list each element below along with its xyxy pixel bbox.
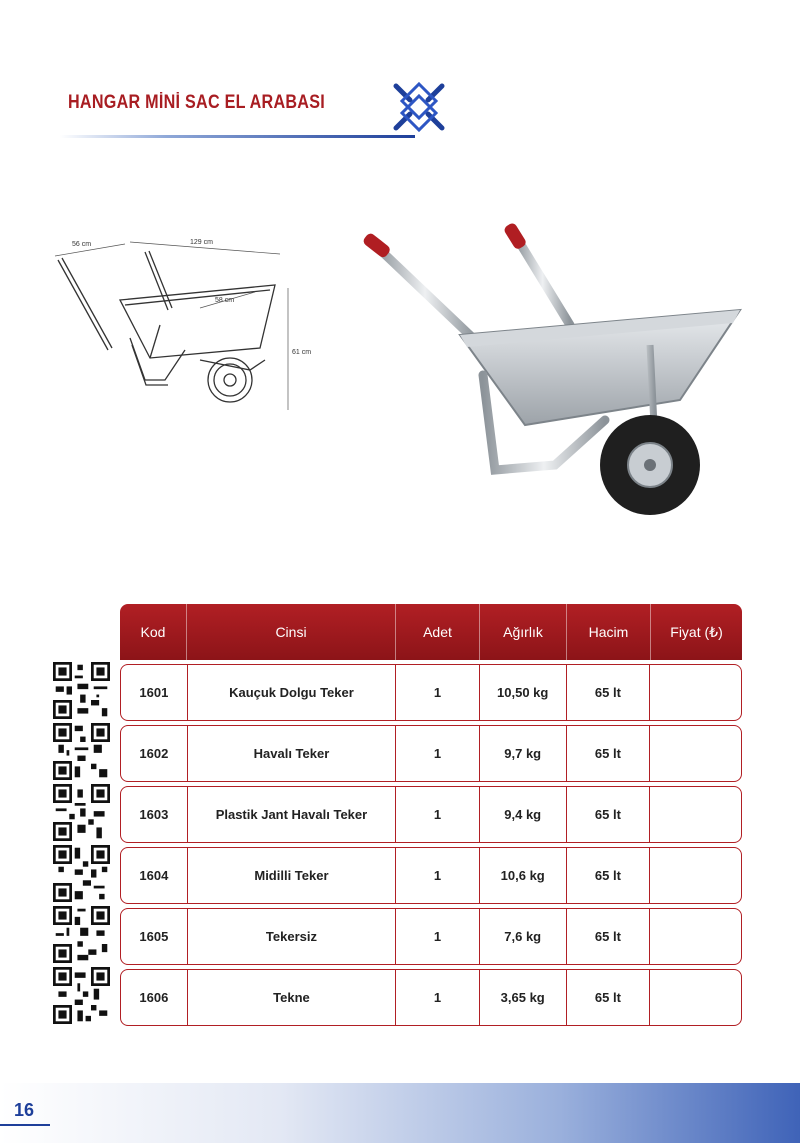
table-row [120,908,742,965]
qr-code-icon [53,845,110,902]
header-hacim: Hacim [567,604,651,660]
cell-cinsi: Plastik Jant Havalı Teker [188,787,396,842]
cell-agirlik: 10,6 kg [480,848,567,903]
qr-code-icon [53,784,110,841]
cell-kod: 1603 [121,787,188,842]
header-fiyat: Fiyat (₺) [670,623,723,640]
header-kod: Kod [120,604,187,660]
cell-adet: 1 [396,970,480,1025]
wheelbarrow-photo [355,215,745,525]
brand-x-logo-icon [388,78,450,136]
cell-adet: 1 [396,787,480,842]
cell-hacim: 65 lt [567,726,651,781]
cell-cinsi: Havalı Teker [188,726,396,781]
header-cinsi: Cinsi [187,604,396,660]
qr-code-icon [53,723,110,780]
table-header [120,604,742,660]
cell-fiyat [650,970,741,1025]
dimension-drawing [50,230,330,420]
cell-fiyat [650,665,741,720]
cell-kod: 1604 [121,848,188,903]
qr-code-icon [53,967,110,1024]
table-row [120,725,742,782]
cell-agirlik: 9,7 kg [480,726,567,781]
qr-code-icon [53,906,110,963]
cell-adet: 1 [396,665,480,720]
cell-hacim: 65 lt [567,970,651,1025]
cell-cinsi: Midilli Teker [188,848,396,903]
cell-agirlik: 3,65 kg [480,970,567,1025]
cell-adet: 1 [396,726,480,781]
cell-hacim: 65 lt [567,665,651,720]
cell-agirlik: 7,6 kg [480,909,567,964]
cell-cinsi: Tekersiz [188,909,396,964]
cell-fiyat [650,909,741,964]
inner-dimension-label: 58 cm [215,297,235,304]
cell-fiyat [650,787,741,842]
cell-kod: 1605 [121,909,188,964]
height-dimension-label: 61 cm [292,349,312,356]
cell-cinsi: Tekne [188,970,396,1025]
table-row [120,847,742,904]
cell-hacim: 65 lt [567,787,651,842]
cell-adet: 1 [396,909,480,964]
footer-band [0,1083,800,1143]
cell-agirlik: 9,4 kg [480,787,567,842]
page-number-underline [0,1124,50,1126]
width-dimension-label: 56 cm [72,241,92,248]
cell-kod: 1606 [121,970,188,1025]
title-underline [60,135,415,138]
length-dimension-label: 129 cm [190,239,213,246]
cell-fiyat [650,726,741,781]
cell-hacim: 65 lt [567,848,651,903]
cell-fiyat [650,848,741,903]
table-row [120,969,742,1026]
cell-agirlik: 10,50 kg [480,665,567,720]
table-row [120,664,742,721]
cell-kod: 1601 [121,665,188,720]
cell-adet: 1 [396,848,480,903]
page-title: HANGAR MİNİ SAC EL ARABASI [68,92,325,113]
cell-hacim: 65 lt [567,909,651,964]
table-row [120,786,742,843]
cell-kod: 1602 [121,726,188,781]
product-table [120,604,742,1026]
page-number: 16 [14,1100,35,1120]
cell-cinsi: Kauçuk Dolgu Teker [188,665,396,720]
header-agirlik: Ağırlık [480,604,567,660]
header-adet: Adet [396,604,480,660]
qr-code-icon [53,662,110,719]
